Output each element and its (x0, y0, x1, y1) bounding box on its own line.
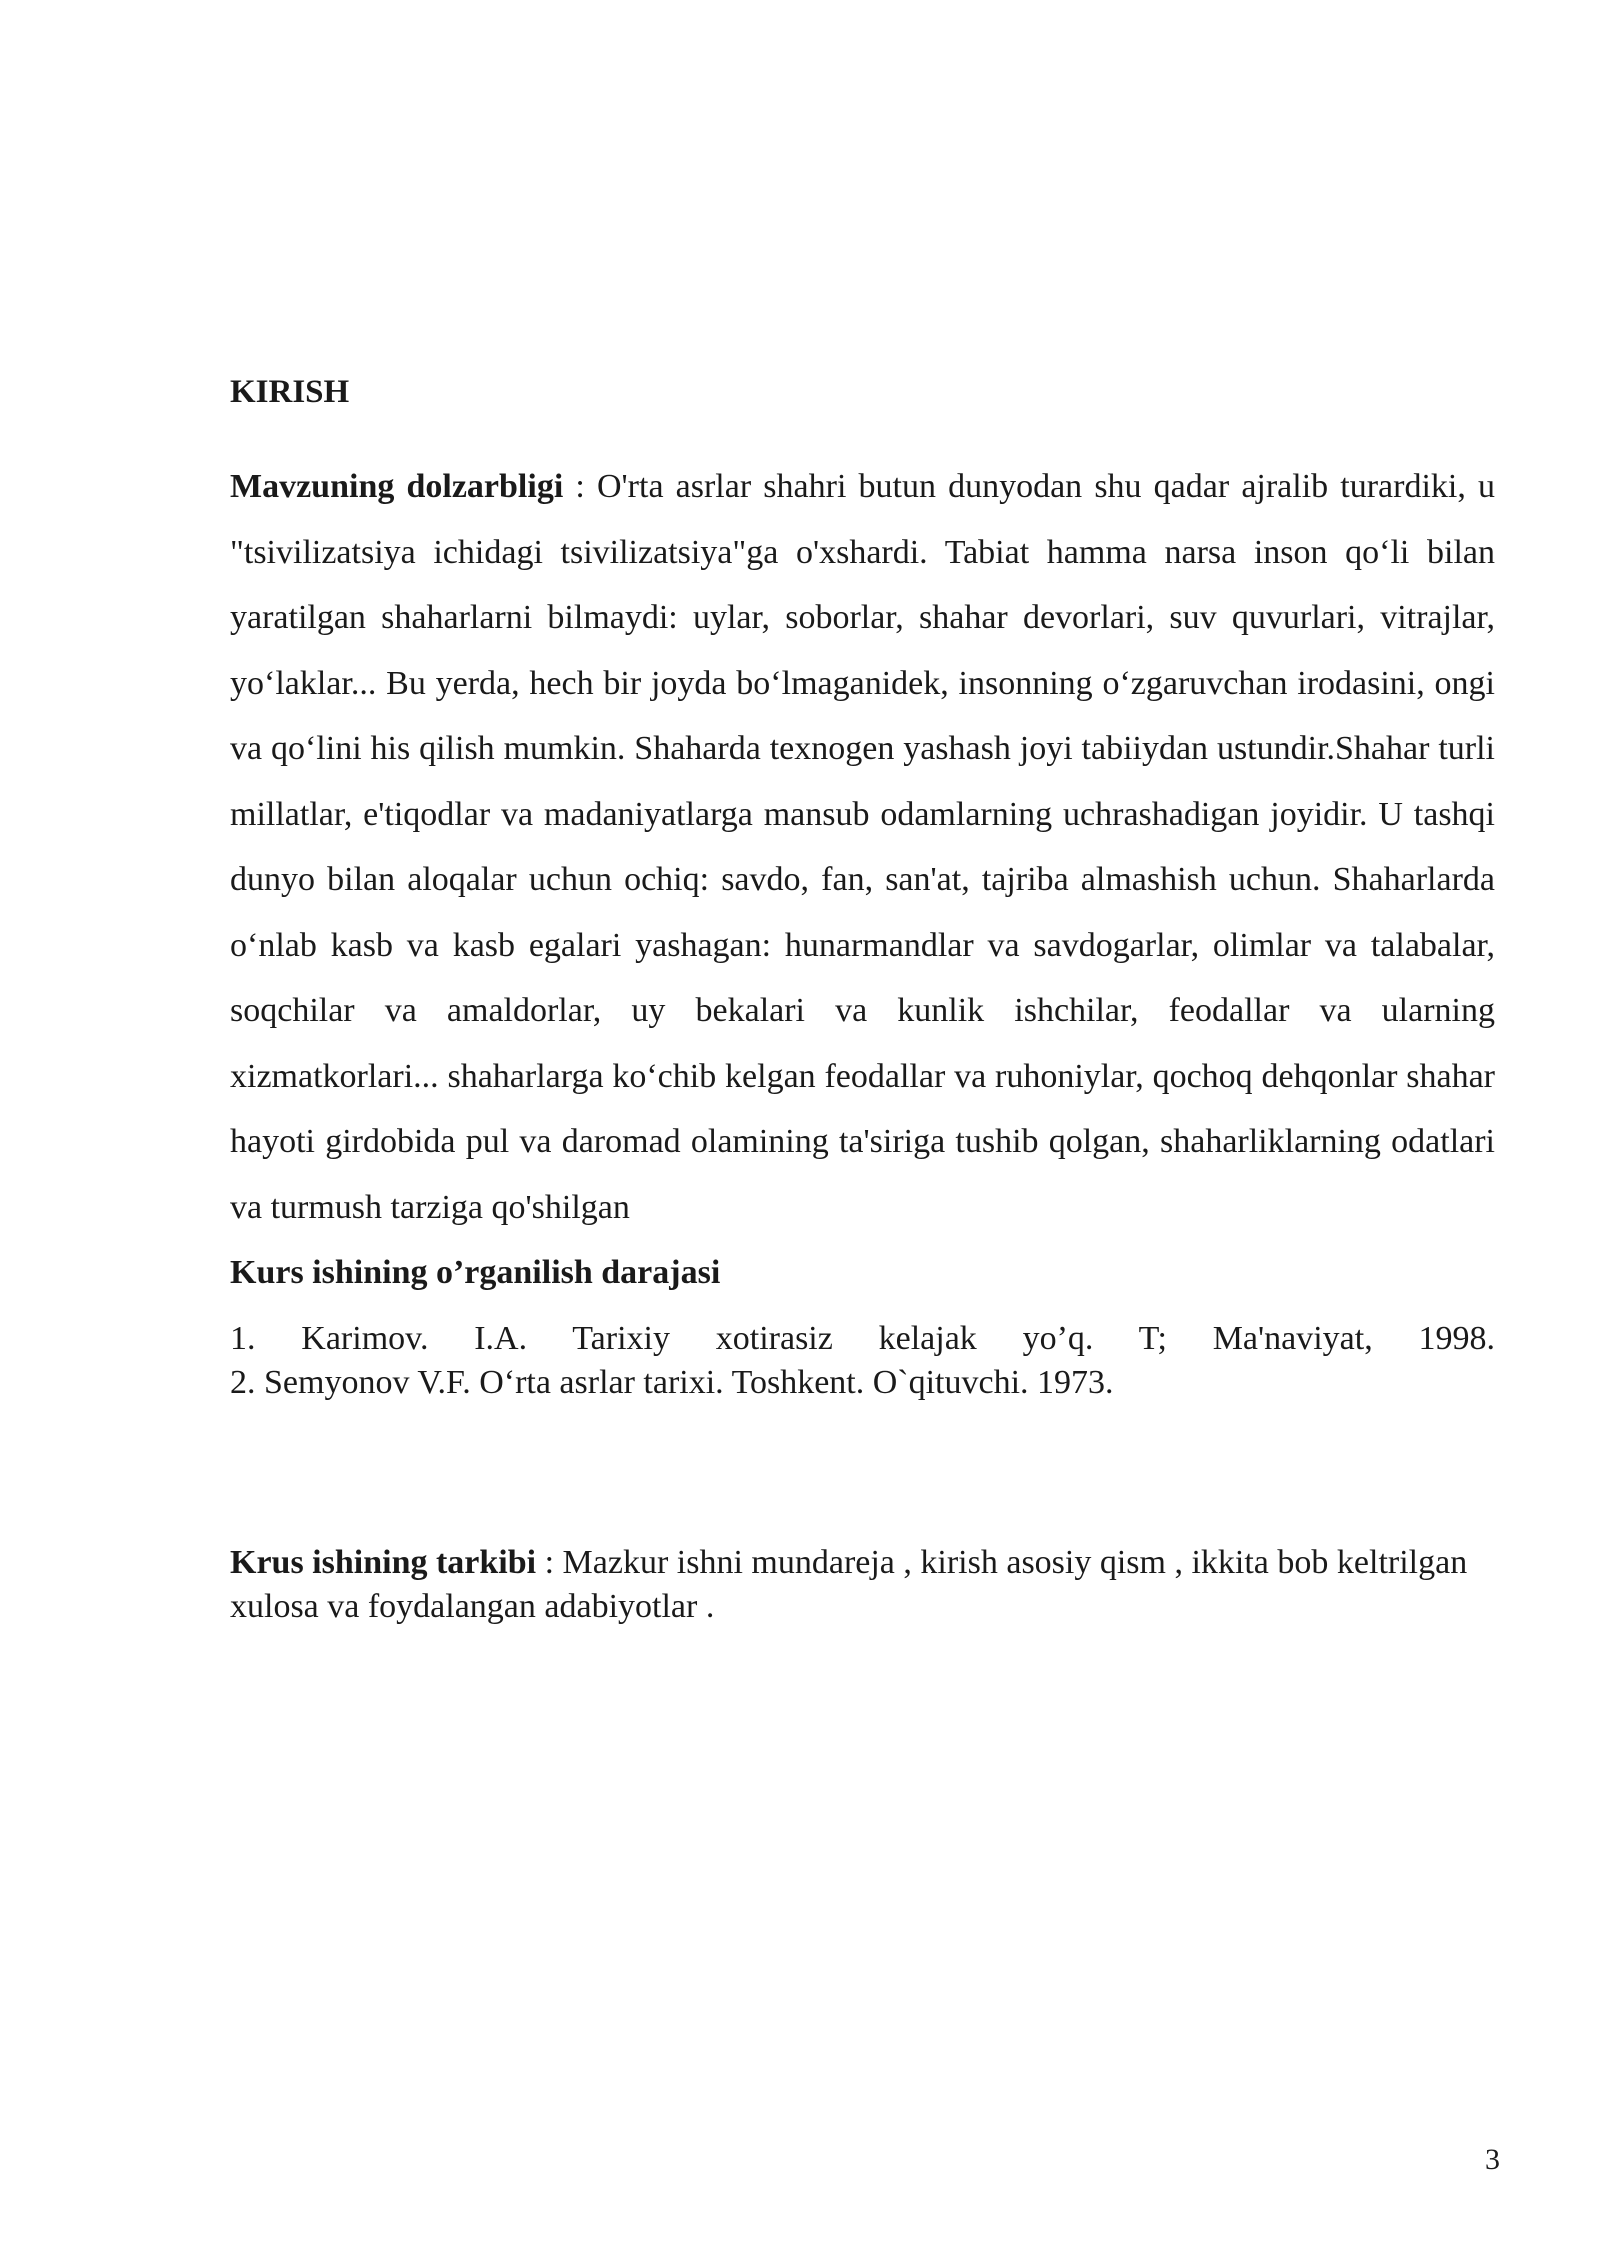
page-content (230, 370, 1495, 1629)
relevance-text: : O'rta asrlar shahri butun dunyodan shu qadar ajralib turardiki, u "tsivilizatsiya ichidagi tsivilizatsiya"ga o'xshardi. Tabiat hamma narsa inson qo‘li bilan yaratilgan shaharlarni bilmaydi: uylar, soborlar, shahar devorlari, suv quvurlari, vitrajlar, yo‘laklar... Bu yerda, hech bir joyda bo‘lmaganidek, insonning o‘zgaruvchan irodasini, ongi va qo‘lini his qilish mumkin. Shaharda texnogen yashash joyi tabiiydan ustundir.Shahar turli millatlar, e'tiqodlar va madaniyatlarga mansub odamlarning uchrashadigan joyidir. U tashqi dunyo bilan aloqalar uchun ochiq: savdo, fan, san'at, tajriba almashish uchun. Shaharlarda o‘nlab kasb va kasb egalari yashagan: hunarmandlar va savdogarlar, olimlar va talabalar, soqchilar va amaldorlar, uy bekalari va kunlik ishchilar, feodallar va ularning xizmatkorlari... shaharlarga ko‘chib kelgan feodallar va ruhoniylar, qochoq dehqonlar shahar hayoti girdobida pul va daromad olamining ta'siriga tushib qolgan, shaharliklarning odatlari va turmush tarziga qo'shilgan (230, 468, 1495, 1226)
structure-paragraph (230, 1541, 1495, 1629)
reference-list (230, 1317, 1495, 1405)
reference-item: 2. Semyonov V.F. O‘rta asrlar tarixi. Toshkent. O`qituvchi. 1973. (230, 1364, 1114, 1401)
relevance-paragraph (230, 454, 1495, 1240)
page-number: 3 (1485, 2143, 1500, 2176)
study-level-heading: Kurs ishining o’rganilish darajasi (230, 1254, 721, 1291)
structure-label: Krus ishining tarkibi (230, 1544, 537, 1581)
structure-text: : Mazkur ishni mundareja , kirish asosiy qism , ikkita bob keltrilgan xulosa va foydalangan adabiyotlar . (230, 1544, 1468, 1625)
relevance-label: Mavzuning dolzarbligi (230, 468, 564, 505)
reference-item: 1. Karimov. I.A. Tarixiy xotirasiz kelajak yo’q. T; Ma'naviyat, 1998. (230, 1320, 1495, 1357)
section-heading: KIRISH (230, 374, 350, 410)
